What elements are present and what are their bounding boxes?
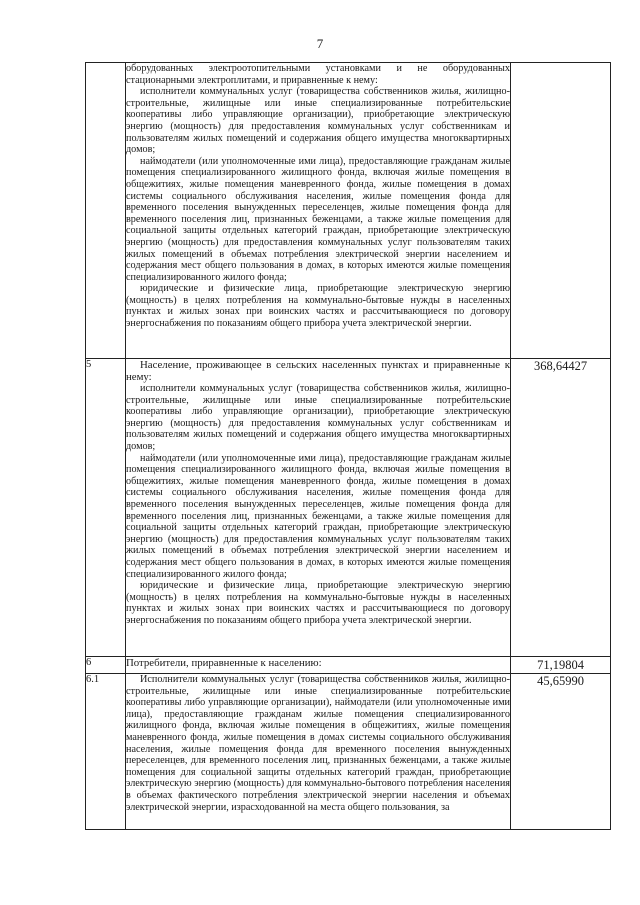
description-paragraph: оборудованных электроотопительными установками и не оборудованных стационарными электроплитами, и приравненные к нему: [126, 63, 510, 86]
table-row [86, 359, 611, 657]
row-value [511, 63, 611, 359]
description-paragraph: Население, проживающее в сельских населенных пунктах и приравненные к нему: [126, 359, 510, 383]
row-description [126, 63, 511, 359]
row-description [126, 657, 511, 674]
description-paragraph: наймодатели (или уполномоченные ими лица), предоставляющие гражданам жилые помещения специализированного жилищного фонда, включая жилые помещения в общежитиях, жилые помещения маневренного фонда, жилые помещения в домах системы социального обслуживания населения, жилые помещения фонда для временного поселения вынужденных переселенцев, жилые помещения фонда для временного поселения лиц, признанных беженцами, а также жилые помещения для социальной защиты отдельных категорий граждан, приобретающие электрическую энергию (мощность) для предоставления коммунальных услуг пользователям таких жилых помещений в объемах потребления электрической энергии населением и содержания мест общего пользования в домах, в которых имеются жилые помещения специализированного жилого фонда; [126, 452, 510, 580]
description-paragraph: исполнители коммунальных услуг (товарищества собственников жилья, жилищно-строительные, жилищные или иные специализированные потребительские кооперативы либо управляющие организации), приобретающие электрическую энергию (мощность) для предоставления коммунальных услуг собственникам и пользователям жилых помещений и содержания общего имущества многоквартирных домов; [126, 383, 510, 452]
page-number: 7 [316, 36, 324, 51]
row-value: 45,65990 [511, 674, 611, 830]
row-description [126, 359, 511, 657]
row-number: 6.1 [86, 674, 126, 830]
table-row [86, 63, 611, 359]
row-number: 5 [86, 359, 126, 657]
table-row [86, 657, 611, 674]
description-paragraph: юридические и физические лица, приобретающие электрическую энергию (мощность) в целях потребления на коммунально-бытовые нужды в населенных пунктах и жилых зонах при воинских частях и рассчитывающиеся по договору энергоснабжения по показаниям общего прибора учета электрической энергии. [126, 580, 510, 626]
table-row [86, 674, 611, 830]
row-number: 6 [86, 657, 126, 674]
tariff-table [85, 62, 611, 830]
description-paragraph: Исполнители коммунальных услуг (товарищества собственников жилья, жилищно-строительные, жилищные или иные специализированные потребительские кооперативы либо управляющие организации), наймодатели (или уполномоченные ими лица), предоставляющие гражданам жилые помещения специализированного жилищного фонда, включая жилые помещения в общежитиях, жилые помещения маневренного фонда, жилые помещения в домах системы социального обслуживания населения, жилые помещения фонда для временного поселения вынужденных переселенцев, для временного поселения лиц, признанных беженцами, а также жилые помещения для социальной защиты отдельных категорий граждан, приобретающие электрическую энергию (мощность) для коммунально-бытового потребления населения в объемах фактического потребления электрической энергии населения и объемах электрической энергии, израсходованной на места общего пользования, за [126, 674, 510, 813]
description-paragraph: наймодатели (или уполномоченные ими лица), предоставляющие гражданам жилые помещения специализированного жилищного фонда, включая жилые помещения в общежитиях, жилые помещения маневренного фонда, жилые помещения в домах системы социального обслуживания населения, жилые помещения фонда для временного поселения вынужденных переселенцев, жилые помещения фонда для временного поселения лиц, признанных беженцами, а также жилые помещения для социальной защиты отдельных категорий граждан, приобретающие электрическую энергию (мощность) для предоставления коммунальных услуг пользователям таких жилых помещений в объемах потребления электрической энергии населением и содержания мест общего пользования в домах, в которых имеются жилые помещения специализированного жилого фонда; [126, 155, 510, 283]
row-value: 71,19804 [511, 657, 611, 674]
description-paragraph: юридические и физические лица, приобретающие электрическую энергию (мощность) в целях потребления на коммунально-бытовые нужды в населенных пунктах и жилых зонах при воинских частях и рассчитывающиеся по договору энергоснабжения по показаниям общего прибора учета электрической энергии. [126, 283, 510, 330]
description-paragraph: исполнители коммунальных услуг (товарищества собственников жилья, жилищно-строительные, жилищные или иные специализированные потребительские кооперативы либо управляющие организации), приобретающие электрическую энергию (мощность) для предоставления коммунальных услуг собственникам и пользователям жилых помещений и содержания общего имущества многоквартирных домов; [126, 86, 510, 156]
row-description [126, 674, 511, 830]
row-value: 368,64427 [511, 359, 611, 657]
row-number [86, 63, 126, 359]
description-paragraph: Потребители, приравненные к населению: [126, 657, 322, 669]
